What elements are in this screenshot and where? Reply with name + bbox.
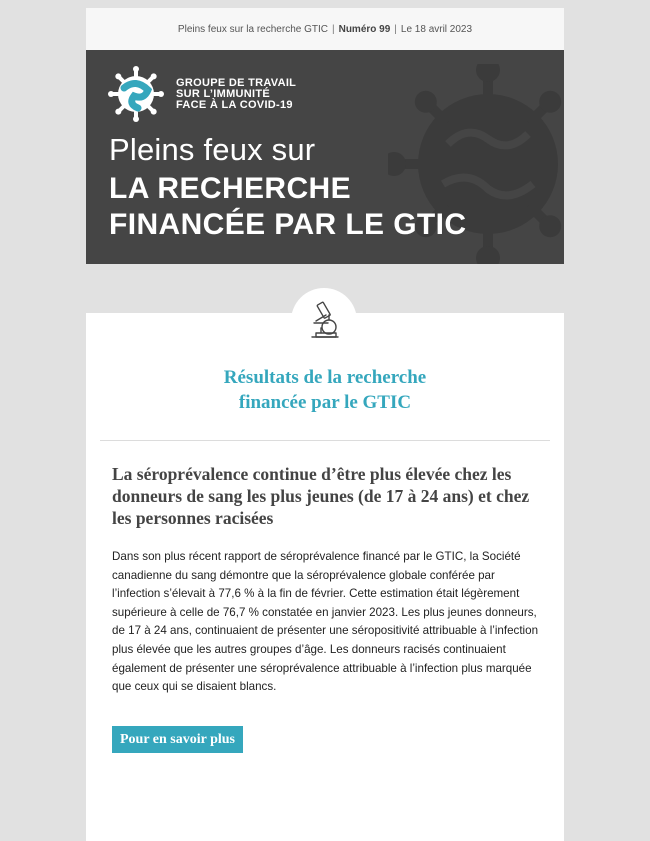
divider — [100, 440, 550, 441]
section-title-line: Résultats de la recherche — [223, 367, 427, 388]
separator: | — [331, 23, 335, 35]
org-name-line: SUR L’IMMUNITÉ — [176, 87, 271, 100]
issue-date: Le 18 avril 2023 — [400, 23, 473, 35]
hero-banner — [86, 50, 564, 264]
article-headline: La séroprévalence continue d’être plus élevée chez les donneurs de sang les plus jeunes (de 17 à 24 ans) et chez les personnes racisées — [112, 464, 530, 528]
article-body: Dans son plus récent rapport de séroprévalence financé par le GTIC, la Société canadienne du sang démontre que la séroprévalence globale conférée par l’infection s’élevait à 77,6 % à la fin de février. Cette estimation était légèrement supérieure à celle de 76,7 % constatée en janvier 2023. Les plus jeunes donneurs, de 17 à 24 ans, continuaient de présenter une séropositivité attribuable à l’infection plus élevée que les autres groupes d’âge. Les donneurs racisés continuaient également de présenter une séroprévalence attribuable à l’infection plus marquée que ceux qui se disaient blancs. — [112, 550, 539, 694]
microscope-icon — [306, 301, 342, 341]
org-name-line: FACE À LA COVID-19 — [176, 98, 293, 111]
org-name — [176, 78, 296, 111]
section-badge — [291, 288, 357, 354]
learn-more-button[interactable]: Pour en savoir plus — [112, 726, 243, 753]
org-logo — [108, 66, 296, 122]
issue-number: Numéro 99 — [338, 23, 391, 35]
hero-title-line: FINANCÉE PAR LE GTIC — [109, 208, 467, 241]
org-name-line: GROUPE DE TRAVAIL — [176, 76, 297, 89]
hero-title-line: LA RECHERCHE — [109, 172, 352, 205]
hero-title-intro: Pleins feux sur — [109, 132, 316, 167]
covid-virus-logo-icon — [108, 66, 164, 122]
content-card — [86, 313, 564, 841]
section-title-line: financée par le GTIC — [238, 392, 412, 413]
newsletter-topbar — [86, 8, 564, 50]
section-title — [86, 365, 564, 415]
newsletter-name: Pleins feux sur la recherche GTIC — [177, 23, 328, 35]
separator: | — [394, 23, 397, 35]
